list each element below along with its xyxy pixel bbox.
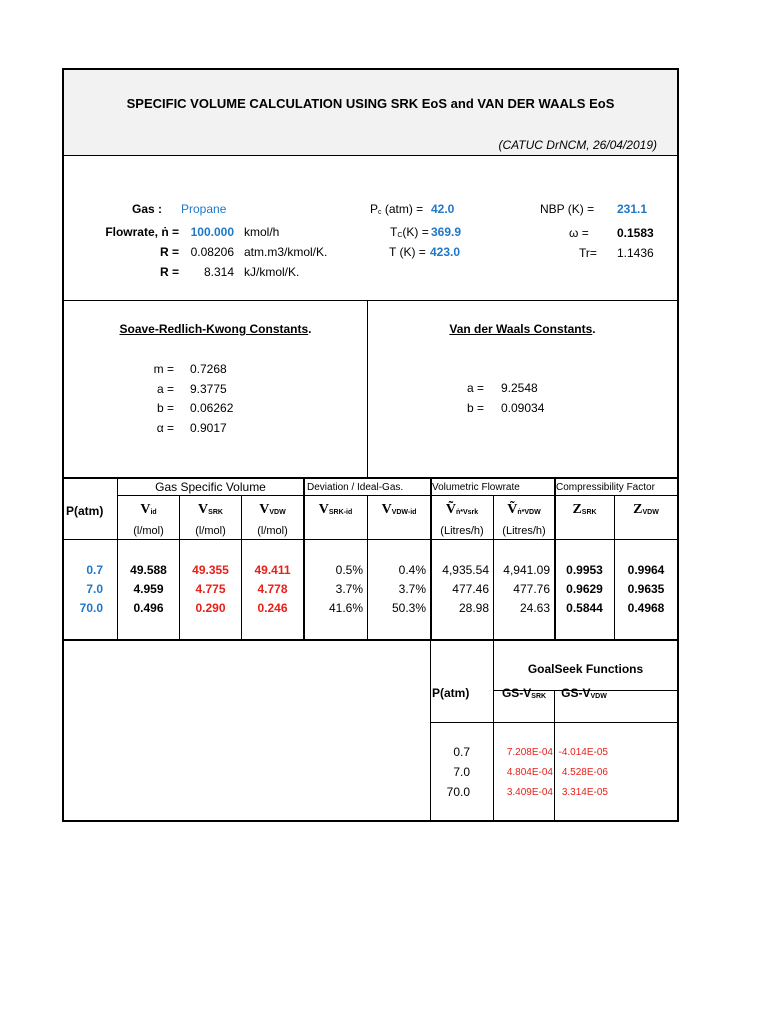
- flowrate-unit: kmol/h: [244, 225, 280, 239]
- col-header-zvdw: ZVDW: [633, 502, 659, 517]
- cell-vid: 49.588: [130, 563, 167, 577]
- goalseek-pressure: 7.0: [453, 765, 470, 779]
- cell-zsrk: 0.5844: [566, 601, 603, 615]
- cell-dsrk: 3.7%: [335, 582, 363, 596]
- srk-constant-label: b =: [156, 401, 174, 415]
- cell-vvdw: 49.411: [254, 563, 291, 577]
- group-header-deviation: Deviation / Ideal-Gas.: [307, 482, 404, 493]
- srk-constant-value: 0.9017: [190, 420, 227, 435]
- col-unit-vvdw: (l/mol): [257, 525, 288, 537]
- page-title: SPECIFIC VOLUME CALCULATION USING SRK EoS and VAN DER WAALS EoS: [126, 96, 615, 111]
- col-unit-vsrk: (l/mol): [195, 525, 226, 537]
- goalseek-srk-value: 7.208E-04: [506, 747, 553, 758]
- cell-zvdw: 0.9964: [627, 563, 665, 577]
- credit-text: (CATUC DrNCM, 26/04/2019): [498, 138, 657, 152]
- vdw-constant-value: 9.2548: [501, 381, 538, 395]
- results-table-top: [64, 477, 677, 479]
- flowrate-label: Flowrate, ṅ =: [105, 225, 179, 239]
- row-pressure[interactable]: 70.0: [79, 601, 103, 615]
- goalseek-srk-value: 4.804E-04: [506, 767, 553, 778]
- srk-constant-label: α =: [156, 420, 174, 435]
- col-header-fvdw: Ṽṅ*VDW: [507, 502, 541, 517]
- nbp-value[interactable]: 231.1: [617, 202, 648, 216]
- col-unit-fsrk: (Litres/h): [440, 525, 484, 537]
- r1-value: 0.08206: [190, 245, 234, 259]
- t-value[interactable]: 423.0: [430, 245, 461, 259]
- tc-label: TC(K) =: [390, 225, 429, 239]
- r2-unit: kJ/kmol/K.: [244, 265, 300, 279]
- tr-value: 1.1436: [617, 246, 654, 260]
- tc-value[interactable]: 369.9: [431, 225, 462, 239]
- srk-constant-value: 0.06262: [190, 401, 234, 415]
- srk-constants-title: Soave-Redlich-Kwong Constants.: [119, 322, 312, 336]
- cell-fvdw: 4,941.09: [503, 563, 550, 577]
- col-unit-vid: (l/mol): [133, 525, 164, 537]
- col-divider: [303, 477, 305, 639]
- cell-vvdw: 0.246: [257, 601, 288, 615]
- goalseek-srk-value: 3.409E-04: [506, 787, 553, 798]
- t-label: T (K) =: [389, 245, 426, 259]
- flowrate-value[interactable]: 100.000: [190, 225, 234, 239]
- cell-vsrk: 0.290: [195, 601, 226, 615]
- col-divider: [554, 477, 556, 639]
- srk-constant-value: 0.7268: [190, 362, 227, 376]
- goalseek-pressure: 70.0: [446, 785, 470, 799]
- vdw-constant-value: 0.09034: [501, 401, 545, 415]
- col-divider: [117, 477, 118, 639]
- srk-constant-label: m =: [153, 362, 174, 376]
- vdw-constants-title: Van der Waals Constants.: [449, 322, 596, 336]
- srk-constant-value: 9.3775: [190, 381, 227, 396]
- results-header-bottom: [64, 539, 677, 540]
- cell-fvdw: 477.76: [513, 582, 550, 596]
- pc-label: Pc (atm) =: [370, 202, 424, 216]
- gas-label: Gas :: [131, 202, 162, 216]
- cell-vid: 4.959: [133, 582, 164, 596]
- results-table-bottom: [64, 639, 677, 641]
- cell-zsrk: 0.9629: [566, 582, 603, 596]
- cell-fsrk: 28.98: [458, 601, 489, 615]
- tr-label: Tr=: [579, 246, 597, 260]
- cell-vsrk: 49.355: [192, 563, 229, 577]
- col-unit-fvdw: (Litres/h): [502, 525, 546, 537]
- group-header-volumetric-flowrate: Volumetric Flowrate: [432, 482, 520, 493]
- r2-label: R =: [159, 265, 179, 279]
- goalseek-vdw-value: 4.528E-06: [561, 767, 608, 778]
- r1-unit: atm.m3/kmol/K.: [244, 245, 328, 259]
- cell-fsrk: 477.46: [452, 582, 489, 596]
- group-header-compressibility: Compressibility Factor: [556, 482, 655, 493]
- srk-constant-label: a =: [156, 381, 174, 396]
- pc-value[interactable]: 42.0: [431, 202, 455, 216]
- divider-constants: [64, 300, 677, 301]
- omega-value: 0.1583: [617, 226, 654, 240]
- results-group-divider: [117, 495, 677, 496]
- cell-dsrk: 41.6%: [328, 601, 363, 615]
- goalseek-title: GoalSeek Functions: [527, 662, 644, 676]
- row-pressure[interactable]: 0.7: [86, 563, 103, 577]
- cell-dsrk: 0.5%: [335, 563, 363, 577]
- p-atm-header: P(atm): [66, 504, 104, 518]
- vdw-constant-label: a =: [466, 381, 484, 395]
- row-pressure[interactable]: 7.0: [86, 582, 103, 596]
- cell-vvdw: 4.778: [257, 582, 288, 596]
- r1-label: R =: [159, 245, 179, 259]
- col-header-vsrk: VSRK: [198, 502, 223, 517]
- goalseek-pressure: 0.7: [453, 745, 470, 759]
- cell-zvdw: 0.9635: [627, 582, 665, 596]
- goalseek-vdw-value: -4.014E-05: [558, 747, 608, 758]
- cell-zsrk: 0.9953: [566, 563, 603, 577]
- r2-value: 8.314: [203, 265, 234, 279]
- goalseek-vdw-value: 3.314E-05: [561, 787, 608, 798]
- spreadsheet: [62, 68, 679, 822]
- cell-vid: 0.496: [133, 601, 164, 615]
- cell-dvdw: 3.7%: [398, 582, 426, 596]
- group-header-specific-volume: Gas Specific Volume: [155, 480, 266, 494]
- cell-vsrk: 4.775: [195, 582, 226, 596]
- col-header-dsrk: VSRK-id: [318, 502, 353, 517]
- cell-fsrk: 4,935.54: [442, 563, 489, 577]
- goalseek-srk-header: GS-VSRK: [501, 686, 547, 700]
- cell-zvdw: 0.4968: [627, 601, 665, 615]
- cell-dvdw: 0.4%: [398, 563, 426, 577]
- gas-value[interactable]: Propane: [181, 202, 227, 216]
- vdw-constant-label: b =: [466, 401, 484, 415]
- goalseek-p-header: P(atm): [432, 686, 470, 700]
- col-header-vid: Vid: [140, 502, 157, 517]
- nbp-label: NBP (K) =: [540, 202, 595, 216]
- col-header-vvdw: VVDW: [259, 502, 286, 517]
- col-header-dvdw: VVDW-id: [381, 502, 417, 517]
- col-header-zsrk: ZSRK: [572, 502, 597, 517]
- col-divider: [430, 477, 432, 639]
- goalseek-vdw-header: GS-VVDW: [561, 686, 607, 700]
- col-header-fsrk: Ṽṅ*Vsrk: [445, 502, 479, 517]
- cell-fvdw: 24.63: [519, 601, 550, 615]
- cell-dvdw: 50.3%: [391, 601, 426, 615]
- omega-label: ω =: [569, 226, 589, 240]
- goalseek-header-divider: [430, 722, 677, 723]
